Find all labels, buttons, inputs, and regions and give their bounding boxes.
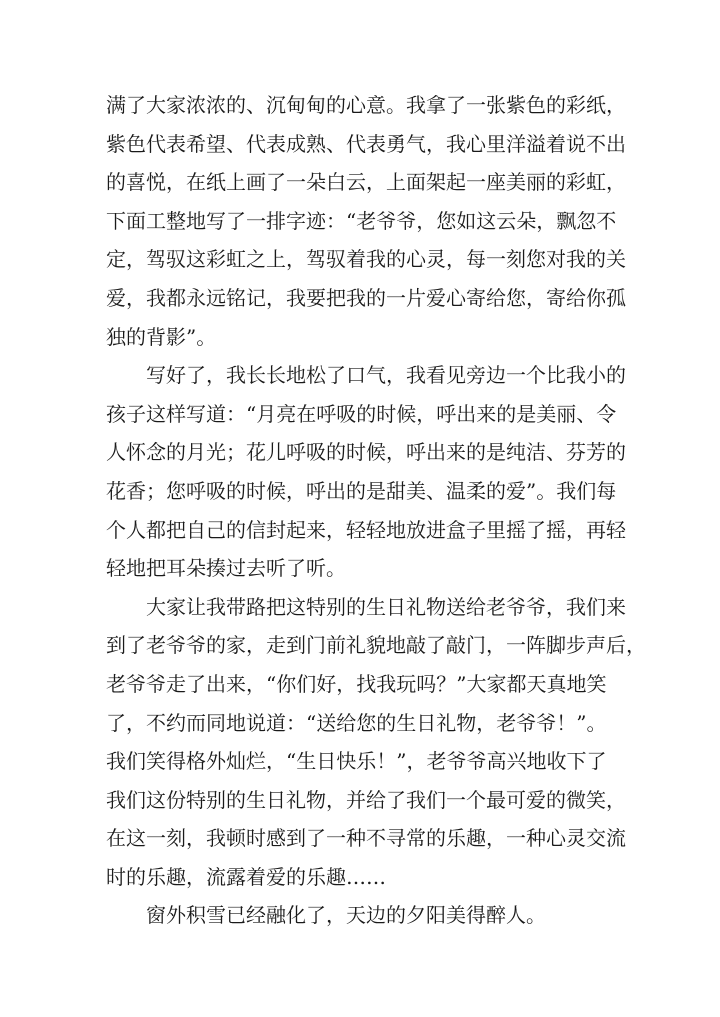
text-line: 满了大家浓浓的、沉甸甸的心意。我拿了一张紫色的彩纸，: [106, 93, 626, 117]
text-line: 大家让我带路把这特别的生日礼物送给老爷爷，我们来: [146, 594, 626, 619]
text-line: 我们笑得格外灿烂，“生日快乐！”，老爷爷高兴地收下了: [106, 749, 607, 774]
paragraph-2: [106, 356, 626, 588]
text-line: 下面工整地写了一排字迹：“老爷爷，您如这云朵，飘忽不: [106, 208, 617, 233]
text-line: 到了老爷爷的家，走到门前礼貌地敲了敲门，一阵脚步声后，: [106, 633, 646, 658]
text-line: 轻地把耳朵揍过去听了听。: [106, 556, 346, 581]
paragraph-1: [106, 86, 626, 356]
text-line: 了，不约而同地说道：“送给您的生日礼物，老爷爷！”。: [106, 710, 607, 735]
text-line: 爱，我都永远铭记，我要把我的一片爱心寄给您，寄给你孤: [106, 285, 626, 310]
text-line: 独的背影”。: [106, 324, 217, 349]
text-line: 我们这份特别的生日礼物，并给了我们一个最可爱的微笑，: [106, 787, 626, 812]
text-line: 孩子这样写道：“月亮在呼吸的时候，呼出来的是美丽、令: [106, 401, 617, 426]
text-line: 花香；您呼吸的时候，呼出的是甜美、温柔的爱”。我们每: [106, 478, 617, 503]
text-line: 人怀念的月光；花儿呼吸的时候，呼出来的是纯洁、芬芳的: [106, 440, 626, 465]
text-line: 在这一刻，我顿时感到了一种不寻常的乐趣，一种心灵交流: [106, 826, 626, 851]
text-line: 定，驾驭这彩虹之上，驾驭着我的心灵，每一刻您对我的关: [106, 247, 626, 272]
text-line: 老爷爷走了出来，“你们好，找我玩吗？”大家都天真地笑: [106, 671, 607, 696]
text-line: 的喜悦，在纸上画了一朵白云，上面架起一座美丽的彩虹，: [106, 170, 626, 195]
document-body: [106, 86, 646, 935]
paragraph-4: [106, 896, 626, 935]
text-line: 个人都把自己的信封起来，轻轻地放进盒子里摇了摇，再轻: [106, 517, 626, 542]
text-line: 写好了，我长长地松了口气，我看见旁边一个比我小的: [146, 363, 626, 388]
text-line: 时的乐趣，流露着爱的乐趣……: [106, 864, 386, 889]
text-line: 窗外积雪已经融化了，天边的夕阳美得醉人。: [146, 903, 546, 928]
paragraph-3: [106, 588, 646, 897]
text-line: 紫色代表希望、代表成熟、代表勇气，我心里洋溢着说不出: [106, 131, 626, 156]
